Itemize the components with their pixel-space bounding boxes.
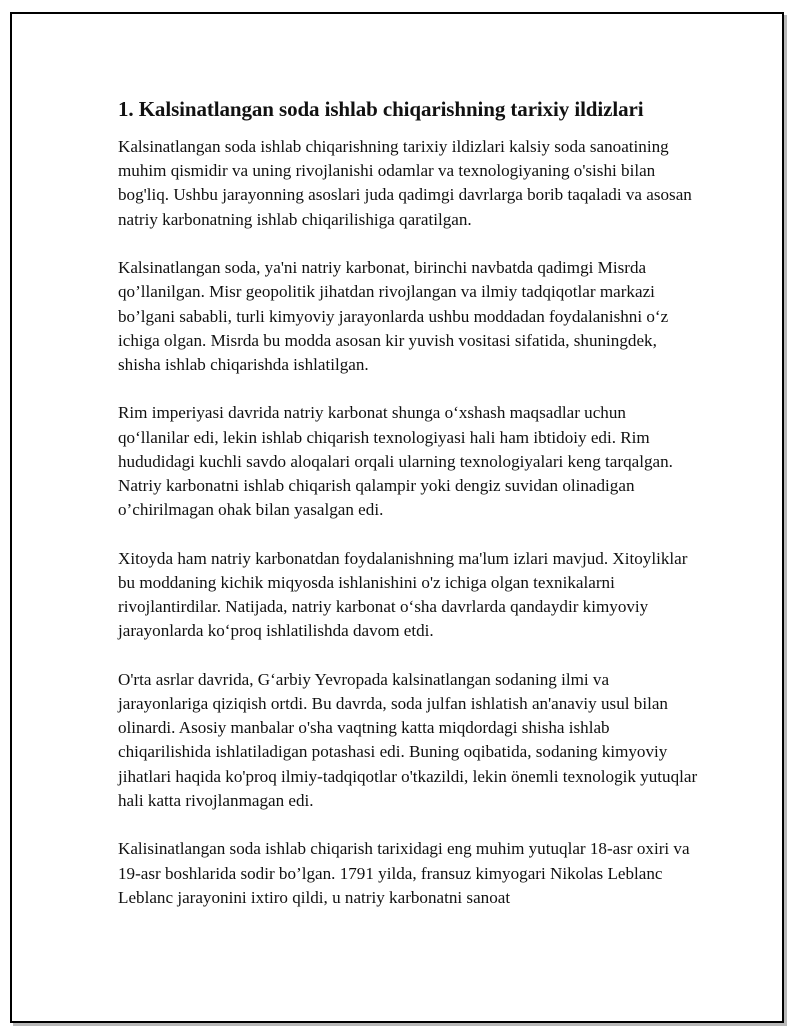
- section-heading: 1. Kalsinatlangan soda ishlab chiqarishning tarixiy ildizlari: [118, 97, 644, 121]
- paragraph-3: Rim imperiyasi davrida natriy karbonat shunga o‘xshash maqsadlar uchun qo‘llanilar edi, lekin ishlab chiqarish texnologiyasi hali ham ibtidoiy edi. Rim hududidagi kuchli savdo aloqalari orqali ularning texnologiyalari keng tarqalgan. Natriy karbonatni ishlab chiqarish qalampir yoki dengiz suvidan olinadigan o’chirilmagan ohak bilan yasalgan edi.: [118, 403, 673, 520]
- document-page: [10, 12, 784, 1023]
- paragraph-6: Kalisinatlangan soda ishlab chiqarish tarixidagi eng muhim yutuqlar 18-asr oxiri va 19-asr boshlarida sodir bo’lgan. 1791 yilda, fransuz kimyogari Nikolas Leblanc Leblanc jarayonini ixtiro qildi, u natriy karbonatni sanoat: [118, 839, 690, 907]
- paragraph-2: Kalsinatlangan soda, ya'ni natriy karbonat, birinchi navbatda qadimgi Misrda qo’llanilgan. Misr geopolitik jihatdan rivojlangan va ilmiy tadqiqotlar markazi bo’lgani sababli, turli kimyoviy jarayonlarda ushbu moddadan foydalanishni o‘z ichiga olgan. Misrda bu modda asosan kir yuvish vositasi sifatida, shuningdek, shisha ishlab chiqarishda ishlatilgan.: [118, 258, 669, 374]
- paragraph-1: Kalsinatlangan soda ishlab chiqarishning tarixiy ildizlari kalsiy soda sanoatining muhim qismidir va uning rivojlanishi odamlar va texnologiyaning o'sishi bilan bog'liq. Ushbu jarayonning asoslari juda qadimgi davrlarga borib taqaladi va asosan natriy karbonatning ishlab chiqarilishiga qaratilgan.: [118, 137, 692, 229]
- paragraph-4: Xitoyda ham natriy karbonatdan foydalanishning ma'lum izlari mavjud. Xitoyliklar bu moddaning kichik miqyosda ishlanishini o'z ichiga olgan texnikalarni rivojlantirdilar. Natijada, natriy karbonat o‘sha davrlarda qandaydir kimyoviy jarayonlarda ko‘proq ishlatilishda davom etdi.: [118, 548, 688, 641]
- document-body: [118, 96, 698, 934]
- paragraph-5: O'rta asrlar davrida, G‘arbiy Yevropada kalsinatlangan sodaning ilmi va jarayonlariga qiziqish ortdi. Bu davrda, soda julfan ishlatish an'anaviy usul bilan olinardi. Asosiy manbalar o'sha vaqtning katta miqdordagi shisha ishlab chiqarilishida ishlatiladigan potashasi edi. Buning oqibatida, sodaning kimyoviy jihatlari haqida ko'proq ilmiy-tadqiqotlar o'tkazildi, lekin önemli texnologik yutuqlar hali katta rivojlanmagan edi.: [118, 669, 698, 810]
